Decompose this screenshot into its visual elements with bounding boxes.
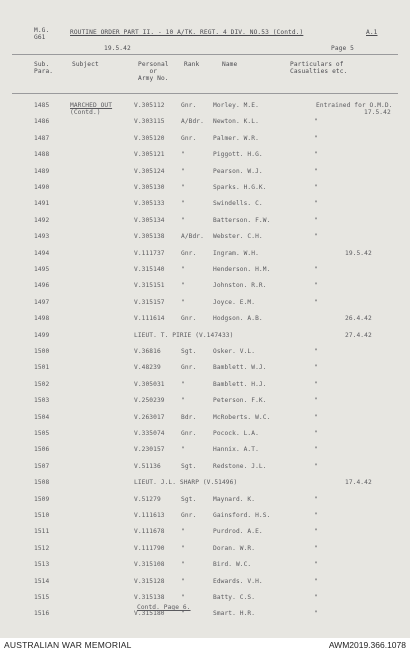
particulars-cell: " <box>314 594 318 601</box>
particulars-cell: " <box>314 233 318 241</box>
sub-para-number: 1492 <box>34 216 50 224</box>
sub-para-number: 1489 <box>34 167 50 175</box>
sub-para-number: 1513 <box>34 561 50 569</box>
col-subject: Subject <box>72 61 99 68</box>
particulars-cell: " <box>314 282 318 290</box>
col-rank: Rank <box>184 61 200 68</box>
particulars-cell: " <box>314 380 318 388</box>
table-row <box>0 332 410 342</box>
sub-para-number: 1506 <box>34 446 50 454</box>
name-cell: Gainsford. H.S. <box>213 512 271 519</box>
sub-para-number: 1512 <box>34 544 50 552</box>
sub-para-number: 1503 <box>34 397 50 405</box>
name-cell: Peterson. F.K. <box>213 397 267 405</box>
army-number-cell: V.315180 <box>134 610 165 618</box>
particulars-cell: " <box>314 577 318 585</box>
sub-para-number: 1500 <box>34 348 50 355</box>
rank-cell: Gnr. <box>181 315 197 323</box>
rank-cell: " <box>181 528 185 536</box>
table-row <box>0 168 410 178</box>
header-bottom-rule <box>12 93 398 94</box>
name-cell: Swindells. C. <box>213 200 263 208</box>
table-row <box>0 610 410 620</box>
name-cell: Morley. M.E. <box>213 102 259 109</box>
particulars-cell: " <box>314 610 318 618</box>
particulars-cell: 27.4.42 <box>345 331 372 339</box>
sub-para-number: 1495 <box>34 266 50 273</box>
particulars-cell: " <box>314 151 318 159</box>
particulars-cell-contd: 17.5.42 <box>364 109 391 116</box>
name-cell: Smart. H.R. <box>213 610 256 618</box>
table-row <box>0 151 410 161</box>
col-sub-para: Sub. Para. <box>34 61 54 75</box>
particulars-cell: " <box>314 298 318 306</box>
particulars-cell: " <box>314 446 318 454</box>
army-number-cell: V.315157 <box>134 298 165 306</box>
sub-para-number: 1493 <box>34 233 50 241</box>
rank-cell: " <box>181 610 185 618</box>
rank-cell: Bdr. <box>181 413 197 421</box>
name-cell: Purdrod. A.E. <box>213 528 263 536</box>
sub-para-number: 1510 <box>34 512 50 519</box>
table-row <box>0 479 410 489</box>
table-row <box>0 397 410 407</box>
rank-cell: " <box>181 544 185 552</box>
sub-para-number: 1498 <box>34 315 50 323</box>
army-number-cell: V.315128 <box>134 577 165 585</box>
table-row <box>0 414 410 424</box>
particulars-cell: " <box>314 413 318 421</box>
table-row <box>0 561 410 571</box>
sub-para-number: 1502 <box>34 380 50 388</box>
sub-para-number: 1511 <box>34 528 50 536</box>
table-row <box>0 512 410 522</box>
rank-cell: " <box>181 184 185 191</box>
document-date: 19.5.42 <box>104 45 131 52</box>
particulars-cell: " <box>314 528 318 536</box>
particulars-cell: Entrained for O.M.D. <box>316 102 393 109</box>
sub-para-number: 1497 <box>34 298 50 306</box>
rank-cell: Gnr. <box>181 134 197 142</box>
army-number-cell: V.305031 <box>134 380 165 388</box>
name-cell: Maynard. K. <box>213 495 256 503</box>
sub-para-number: 1509 <box>34 495 50 503</box>
table-row <box>0 217 410 227</box>
sub-para-number: 1486 <box>34 118 50 126</box>
army-number-cell: V.305124 <box>134 167 165 175</box>
header-code: M.G. G61 <box>34 27 50 41</box>
particulars-cell: " <box>314 184 318 191</box>
name-cell: Redstone. J.L. <box>213 462 267 470</box>
particulars-cell: " <box>314 216 318 224</box>
army-number-cell: V.335074 <box>134 430 165 437</box>
sub-para-number: 1496 <box>34 282 50 290</box>
table-row <box>0 282 410 292</box>
rank-cell: " <box>181 167 185 175</box>
army-number-cell: V.305133 <box>134 200 165 208</box>
army-number-cell: V.111790 <box>134 544 165 552</box>
army-number-cell: V.315151 <box>134 282 165 290</box>
subject-cell: MARCHED OUT <box>70 102 113 109</box>
rank-cell: " <box>181 200 185 208</box>
table-row <box>0 496 410 506</box>
army-number-cell: V.315108 <box>134 561 165 569</box>
rank-cell: Gnr. <box>181 364 197 372</box>
army-number-cell: V.303115 <box>134 118 165 126</box>
rank-cell: " <box>181 561 185 569</box>
army-number-cell: V.305130 <box>134 184 165 191</box>
table-row <box>0 446 410 456</box>
table-row <box>0 348 410 358</box>
army-number-cell: V.48239 <box>134 364 161 372</box>
sub-para-number: 1504 <box>34 413 50 421</box>
particulars-cell: 17.4.42 <box>345 479 372 487</box>
particulars-cell: " <box>314 134 318 142</box>
header-top-rule <box>12 54 398 55</box>
sub-para-number: 1516 <box>34 610 50 618</box>
rank-cell: " <box>181 577 185 585</box>
particulars-cell: " <box>314 561 318 569</box>
table-row <box>0 315 410 325</box>
particulars-cell: " <box>314 397 318 405</box>
sub-para-number: 1487 <box>34 134 50 142</box>
rank-cell: Gnr. <box>181 512 197 519</box>
name-cell: Batterson. F.W. <box>213 216 271 224</box>
army-number-cell: V.305138 <box>134 233 165 241</box>
particulars-cell: " <box>314 364 318 372</box>
table-row <box>0 528 410 538</box>
army-number-cell: LIEUT. T. PIRIE (V.147433) <box>134 331 234 339</box>
army-number-cell: V.111737 <box>134 249 165 257</box>
rank-cell: " <box>181 151 185 159</box>
col-particulars: Particulars of Casualties etc. <box>290 61 348 75</box>
army-number-cell: V.36816 <box>134 348 161 355</box>
name-cell: Henderson. H.M. <box>213 266 271 273</box>
sub-para-number: 1501 <box>34 364 50 372</box>
army-number-cell: V.51279 <box>134 495 161 503</box>
name-cell: Joyce. E.M. <box>213 298 256 306</box>
name-cell: Palmer. W.R. <box>213 134 259 142</box>
name-cell: Hannix. A.T. <box>213 446 259 454</box>
rank-cell: " <box>181 282 185 290</box>
rank-cell: " <box>181 298 185 306</box>
particulars-cell: " <box>314 544 318 552</box>
army-number-cell: V.315140 <box>134 266 165 273</box>
rank-cell: " <box>181 266 185 273</box>
footer-institution: AUSTRALIAN WAR MEMORIAL <box>4 640 132 650</box>
table-row <box>0 299 410 309</box>
army-number-cell: V.250239 <box>134 397 165 405</box>
particulars-cell: 26.4.42 <box>345 315 372 323</box>
rank-cell: Sgt. <box>181 495 197 503</box>
name-cell: Bamblett. H.J. <box>213 380 267 388</box>
table-row <box>0 233 410 243</box>
col-name: Name <box>222 61 238 68</box>
table-row <box>0 184 410 194</box>
name-cell: Pocock. L.A. <box>213 430 259 437</box>
continued-note: Contd. Page 6. <box>137 604 191 611</box>
name-cell: Piggott. H.G. <box>213 151 263 159</box>
sub-para-number: 1490 <box>34 184 50 191</box>
name-cell: Newton. K.L. <box>213 118 259 126</box>
particulars-cell: " <box>314 348 318 355</box>
particulars-cell: " <box>314 495 318 503</box>
table-row <box>0 463 410 473</box>
sub-para-number: 1491 <box>34 200 50 208</box>
table-row <box>0 250 410 260</box>
particulars-cell: " <box>314 462 318 470</box>
rank-cell: Sgt. <box>181 462 197 470</box>
page-reference: A.1 <box>366 29 378 36</box>
col-personal-no: Personal or Army No. <box>138 61 169 82</box>
particulars-cell: " <box>314 512 318 519</box>
page-number: Page 5 <box>331 45 354 52</box>
sub-para-number: 1485 <box>34 102 50 109</box>
name-cell: Hodgson. A.B. <box>213 315 263 323</box>
name-cell: Pearson. W.J. <box>213 167 263 175</box>
army-number-cell: V.305112 <box>134 102 165 109</box>
name-cell: Batty. C.S. <box>213 594 256 601</box>
particulars-cell: " <box>314 118 318 126</box>
rank-cell: " <box>181 380 185 388</box>
name-cell: Sparks. H.G.K. <box>213 184 267 191</box>
army-number-cell: V.111613 <box>134 512 165 519</box>
table-row <box>0 135 410 145</box>
rank-cell: Gnr. <box>181 249 197 257</box>
army-number-cell: V.51136 <box>134 462 161 470</box>
army-number-cell: V.111614 <box>134 315 165 323</box>
rank-cell: " <box>181 594 185 601</box>
table-row <box>0 118 410 128</box>
name-cell: Webster. C.H. <box>213 233 263 241</box>
table-row <box>0 430 410 440</box>
sub-para-number: 1508 <box>34 479 50 487</box>
table-row <box>0 594 410 604</box>
army-number-cell: V.305121 <box>134 151 165 159</box>
particulars-cell: " <box>314 266 318 273</box>
name-cell: Osker. V.L. <box>213 348 256 355</box>
particulars-cell: " <box>314 200 318 208</box>
sub-para-number: 1499 <box>34 331 50 339</box>
rank-cell: Gnr. <box>181 102 197 109</box>
army-number-cell: V.111678 <box>134 528 165 536</box>
table-row <box>0 102 410 116</box>
document-title: ROUTINE ORDER PART II. - 10 A/TK. REGT. 4 DIV. NO.53 (Contd.) <box>70 29 304 36</box>
name-cell: Bamblett. W.J. <box>213 364 267 372</box>
rank-cell: " <box>181 446 185 454</box>
table-row <box>0 266 410 276</box>
rank-cell: Sgt. <box>181 348 197 355</box>
sub-para-number: 1488 <box>34 151 50 159</box>
table-row <box>0 545 410 555</box>
table-row <box>0 578 410 588</box>
subject-cell-contd: (Contd.) <box>70 109 101 116</box>
sub-para-number: 1515 <box>34 594 50 601</box>
particulars-cell: " <box>314 167 318 175</box>
name-cell: McRoberts. W.C. <box>213 413 271 421</box>
army-number-cell: V.315138 <box>134 594 165 601</box>
army-number-cell: LIEUT. J.L. SHARP (V.51496) <box>134 479 238 487</box>
name-cell: Edwards. V.H. <box>213 577 263 585</box>
particulars-cell: " <box>314 430 318 437</box>
rank-cell: " <box>181 216 185 224</box>
name-cell: Bird. W.C. <box>213 561 252 569</box>
rank-cell: " <box>181 397 185 405</box>
name-cell: Ingram. W.H. <box>213 249 259 257</box>
army-number-cell: V.263017 <box>134 413 165 421</box>
rank-cell: A/Bdr. <box>181 118 204 126</box>
table-row <box>0 200 410 210</box>
sub-para-number: 1507 <box>34 462 50 470</box>
footer-bar <box>0 638 410 653</box>
army-number-cell: V.230157 <box>134 446 165 454</box>
particulars-cell: 19.5.42 <box>345 249 372 257</box>
sub-para-number: 1494 <box>34 249 50 257</box>
table-row <box>0 381 410 391</box>
name-cell: Johnston. R.R. <box>213 282 267 290</box>
name-cell: Doran. W.R. <box>213 544 256 552</box>
army-number-cell: V.305134 <box>134 216 165 224</box>
rank-cell: Gnr. <box>181 430 197 437</box>
table-row <box>0 364 410 374</box>
sub-para-number: 1505 <box>34 430 50 437</box>
rank-cell: A/Bdr. <box>181 233 204 241</box>
sub-para-number: 1514 <box>34 577 50 585</box>
footer-reference: AWM2019.366.1078 <box>328 640 406 650</box>
army-number-cell: V.305120 <box>134 134 165 142</box>
